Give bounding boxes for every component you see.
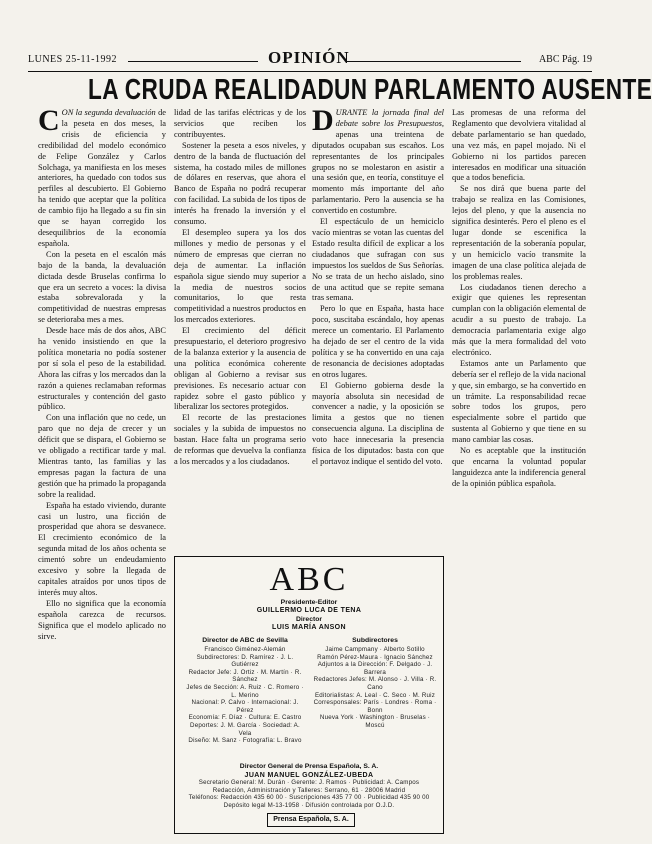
- paragraph: España ha estado viviendo, durante casi un lustro, una ficción de prosperidad que ahora se desvanece. El crecimiento económico de la segunda mitad de los años ochenta se cimentó sobre un endeudamiento excesivo y sobre la llegada de capitales atraídos por unos tipos de interés muy altos.: [38, 500, 166, 597]
- issue-date: LUNES 25-11-1992: [28, 54, 118, 65]
- staff-line: Jefes de Sección: A. Ruiz · C. Romero · L. Merino: [186, 683, 304, 699]
- lead-in-left: ON la segunda devaluación: [61, 108, 156, 117]
- newspaper-page: [28, 0, 652, 844]
- masthead-left-column: [183, 637, 307, 744]
- staff-line: Nacional: P. Calvo · Internacional: J. Pérez: [191, 699, 299, 714]
- staff-line: Subdirectores: D. Ramírez · J. L. Gutiérrez: [196, 653, 294, 669]
- staff-line: Deportes: J. M. García · Sociedad: A. Vela: [190, 721, 300, 737]
- page-folio: ABC Pág. 19: [538, 54, 592, 65]
- company-line: Teléfonos: Redacción 435 60 00 · Suscripciones 435 77 00 · Publicidad 435 90 00: [188, 794, 430, 802]
- paragraph: Estamos ante un Parlamento que debería ser el reflejo de la vida nacional y que, sin embargo, se ha convertido en un trámite. La responsabilidad recae sobre todos los grupos, pero especialmente sobre el partido que sustenta al Gobierno y que tiene en su mano cambiar las cosas.: [452, 358, 586, 445]
- headline-left: LA CRUDA REALIDAD: [88, 74, 335, 106]
- company-line: Secretario General: M. Durán · Gerente: J. Ramos · Publicidad: A. Campos: [198, 779, 420, 787]
- company-heading: Director General de Prensa Española, S. A.: [239, 763, 379, 770]
- paragraph: lidad de las tarifas eléctricas y de los servicios que reciben los contribuyentes.: [174, 108, 306, 139]
- director-name: LUIS MARÍA ANSON: [272, 623, 346, 631]
- paragraph: El crecimiento del déficit presupuestario, el deterioro progresivo de la balanza exterior y la ausencia de una política económica coherente obligan al Gobierno a revisar sus previsiones. Es necesario actuar con rapidez sobre el gasto público y liberalizar los sectores protegidos.: [174, 326, 306, 412]
- paragraph: No es aceptable que la institución que encarna la voluntad popular languidezca ante la indiferencia general de la opinión pública española.: [452, 446, 586, 488]
- paragraph: Con la peseta en el escalón más bajo de la banda, la devaluación dictada desde Bruselas confirma lo que era un secreto a voces: la divisa estaba sobrevalorada y la competitividad de nuestras empresas se deterioraba mes a mes.: [38, 249, 166, 325]
- paragraph: Ello no significa que la economía española carezca de recursos. Significa que el modelo aplicado no sirve.: [38, 598, 166, 641]
- paragraph: El espectáculo de un hemiciclo vacío mientras se votan las cuentas del Estado resulta difícil de explicar a los ciudadanos que sufragan con sus impuestos los sueldos de Sus Señorías. No se trata de un hecho aislado, sino de una actitud que se repite semana tras semana.: [312, 217, 444, 303]
- staff-line: Editorialistas: A. Leal · C. Seco · M. Ruiz: [314, 691, 435, 699]
- company-director-name: JUAN MANUEL GONZÁLEZ-UBEDA: [244, 771, 374, 779]
- staff-line: Ramón Pérez-Maura · Ignacio Sánchez: [317, 653, 433, 661]
- masthead-company-block: [183, 763, 435, 810]
- abc-logo: ABC: [269, 561, 349, 598]
- director-role: Director: [295, 616, 323, 624]
- paragraph: El desempleo supera ya los dos millones y medio de personas y el número de empresas que cierran no deja de aumentar. La inflación española sigue siendo muy superior a la media de nuestros socios comunitarios, lo que resta competitividad a nuestros productos en los mercados exteriores.: [174, 227, 306, 325]
- staff-line: Corresponsales: París · Londres · Roma · Bonn: [313, 699, 437, 714]
- editor-role: Presidente-Editor: [280, 599, 338, 606]
- staff-line: Diseño: M. Sanz · Fotografía: L. Bravo: [188, 737, 302, 745]
- company-line: Depósito legal M-13-1958 · Difusión controlada por O.J.D.: [223, 801, 395, 809]
- headline-right: UN PARLAMENTO AUSENTE: [334, 74, 652, 106]
- paragraph: Las promesas de una reforma del Reglamento que devolviera vitalidad al debate parlamentario se han quedado, una vez más, en papel mojado. Ni el Gobierno ni los partidos parecen interesados en modificar una situación que a todos beneficia.: [452, 108, 586, 183]
- company-line: Redacción, Administración y Talleres: Serrano, 61 · 28006 Madrid: [212, 786, 406, 794]
- page-header: [28, 46, 592, 72]
- paragraph: de la peseta en dos meses, la crisis de eficiencia y credibilidad del modelo económico de Felipe González y Carlos Solchaga, ya manifiesta en los meses anteriores, ha quedado con todos sus perfiles al descubierto. El Gobierno ha tenido que aceptar que la política de cambio fijo ha llegado a su fin sin que se hayan corregido los desequilibrios de la economía española.: [38, 108, 166, 248]
- staff-line: Redactor Jefe: J. Ortiz · M. Martín · R. Sánchez: [188, 668, 302, 684]
- paragraph: El Gobierno gobierna desde la mayoría absoluta sin necesidad de convencer a nadie, y la oposición se limita a gestos que no tienen consecuencia alguna. La disciplina de voto hace innecesaria la presencia física de los diputados: basta con que el portavoz indique el sentido del voto.: [312, 380, 444, 466]
- left-name: Francisco Giménez-Alemán: [204, 645, 286, 653]
- header-rule-right: [346, 61, 521, 62]
- staff-line: Redactores Jefes: M. Alonso · J. Villa · R. Cano: [313, 676, 437, 691]
- paragraph: Con una inflación que no cede, un paro que no deja de crecer y un déficit que se dispara, el Gobierno se ve obligado a rectificar tarde y mal. Mientras tanto, las familias y las empresas pagan la factura de una gestión que ha primado la propaganda sobre la realidad.: [38, 413, 166, 499]
- abc-masthead-box: [174, 556, 444, 834]
- dropcap-left: C: [38, 104, 60, 137]
- staff-line: Nueva York · Washington · Bruselas · Moscú: [319, 714, 431, 729]
- paragraph: El recorte de las prestaciones sociales y la subida de impuestos no bastan. Hace falta un programa serio de reformas que devuelva la confianza a los mercados y a los ciudadanos.: [174, 413, 306, 466]
- staff-line: Economía: F. Díaz · Cultura: E. Castro: [188, 714, 302, 722]
- section-title: OPINIÓN: [268, 48, 350, 67]
- lead-in-right: URANTE la jornada final del debate sobre los Presupuestos,: [335, 108, 444, 128]
- paragraph: Los ciudadanos tienen derecho a exigir que quienes les representan cumplan con la obligación elemental de acudir a su puesto de trabajo. La democracia parlamentaria exige algo más que la mera formalidad del voto electrónico.: [452, 282, 586, 357]
- paragraph: Pero lo que en España, hasta hace poco, suscitaba escándalo, hoy apenas merece un comentario. El Parlamento ha dejado de ser el centro de la vida política y se ha convertido en una caja de resonancia de decisiones adoptadas en otros lugares.: [312, 304, 444, 379]
- masthead-staff-columns: [175, 637, 443, 745]
- dropcap-right: D: [312, 104, 334, 137]
- publisher-label: Prensa Española, S. A.: [267, 813, 355, 827]
- masthead-right-column: [313, 637, 437, 729]
- staff-line: Jaime Campmany · Alberto Sotillo: [325, 645, 425, 653]
- paragraph: Se nos dirá que buena parte del trabajo se realiza en las Comisiones, lejos del pleno, y que la ausencia no significa desinterés. Pero el pleno es el lugar donde se escenifica la representación de la soberanía popular, y un hemiciclo vacío transmite la imagen de una clase política alejada de los problemas reales.: [452, 184, 586, 281]
- editor-name: GUILLERMO LUCA DE TENA: [256, 606, 362, 614]
- article-left-column-1: [38, 104, 166, 828]
- staff-line: Adjuntos a la Dirección: F. Delgado · J. Barrera: [317, 661, 433, 676]
- header-rule-left: [128, 61, 258, 62]
- header-underline: [28, 71, 592, 72]
- paragraph: apenas una treintena de diputados ocupaban sus escaños. Los representantes de los principales grupos no se molestaron en asistir a una sesión que, en teoría, constituye el momento más importante del año parlamentario. Pero la ausencia se ha convertido en costumbre.: [312, 129, 444, 216]
- paragraph: Sostener la peseta a esos niveles, y dentro de la banda de fluctuación del sistema, ha costado miles de millones de dólares en reservas, que ahora el Banco de España no podrá recuperar con facilidad. La subida de los tipos de interés ha frenado la inversión y el consumo.: [174, 140, 306, 227]
- paragraph: Desde hace más de dos años, ABC ha venido insistiendo en que la política monetaria no podía sostener por sí sola el peso de la estabilidad. Ahora las cifras y los mercados dan la razón a quienes reclamaban reformas estructurales y contención del gasto público.: [38, 326, 166, 412]
- left-heading: Director de ABC de Sevilla: [202, 637, 288, 645]
- right-heading: Subdirectores: [352, 637, 398, 645]
- article-left-column-2: [174, 108, 306, 538]
- article-right-column-2: [452, 108, 586, 828]
